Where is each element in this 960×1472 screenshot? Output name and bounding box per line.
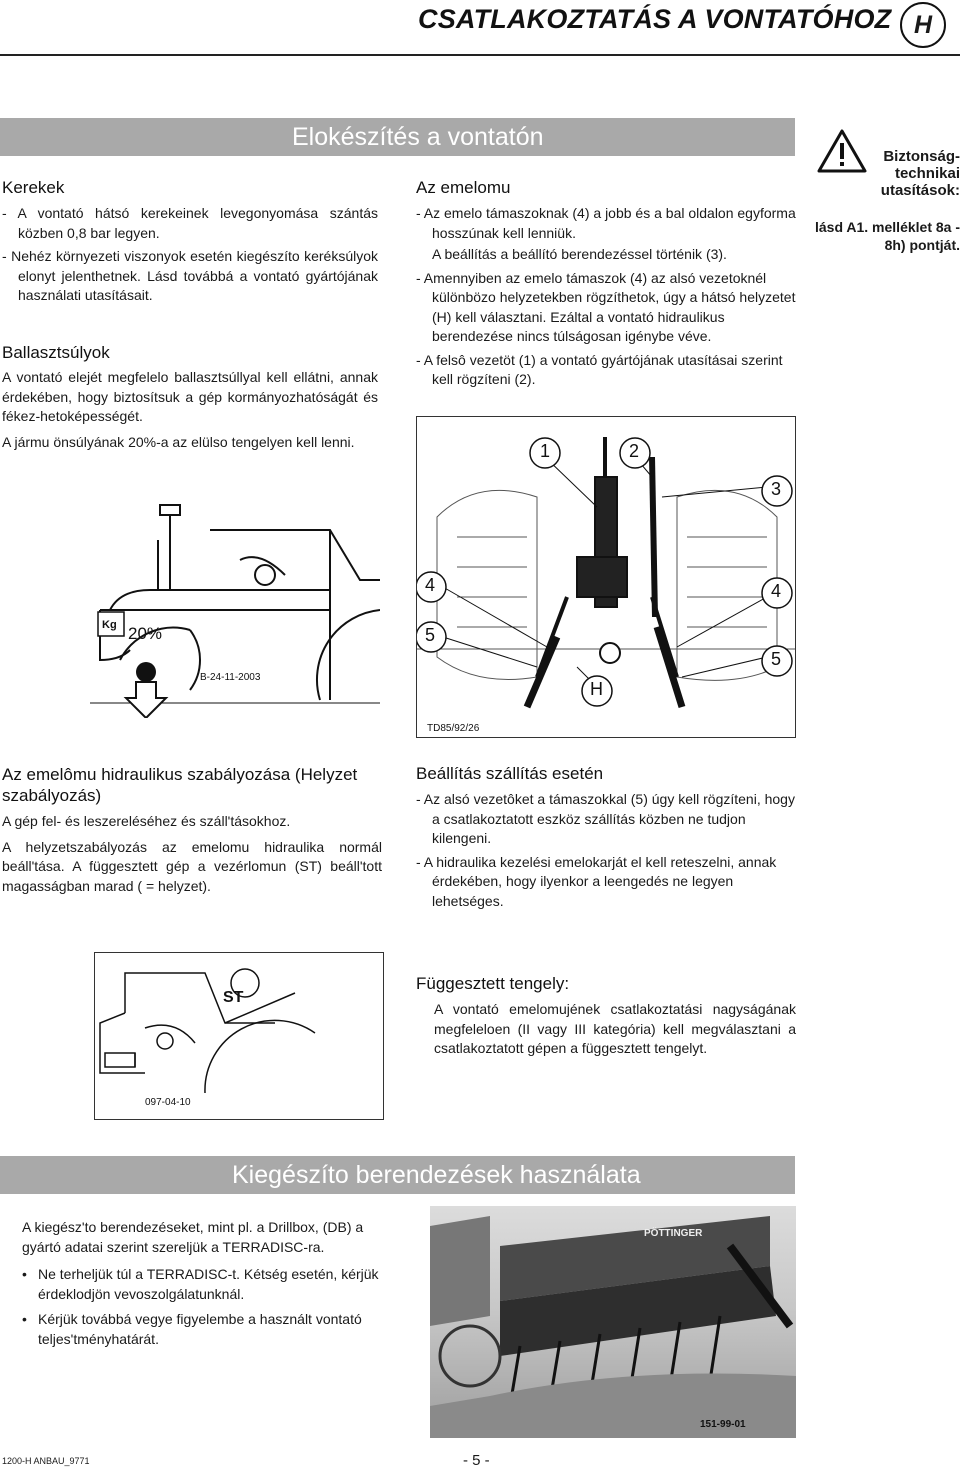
ballaszt-text	[2, 368, 378, 456]
section-title-preparation: Elokészítés a vontatón	[292, 123, 544, 151]
drill-photo-drawing	[430, 1206, 796, 1438]
kerekek-para-1: - A vontató hátsó kerekeinek levegonyomása szántás közben 0,8 bar legyen.	[2, 205, 378, 241]
section-band-preparation	[0, 118, 795, 156]
fig2-code: TD85/92/26	[427, 723, 480, 734]
safety-note	[814, 120, 960, 260]
hidraulika-para-1: A gép fel- és leszereléséhez és száll'tásokhoz.	[2, 813, 291, 829]
figure-drill-photo	[430, 1206, 796, 1438]
figure-tractor-st	[94, 952, 384, 1120]
kieg-para-1: A kiegész'to berendezéseket, mint pl. a Drillbox, (DB) a gyártó adatai szerint szereljük a TERRADISC-ra.	[22, 1219, 364, 1255]
brand-label: PÖTTINGER	[644, 1228, 703, 1239]
hidraulika-text	[2, 812, 382, 900]
label-2: 2	[629, 441, 640, 461]
szallitas-text	[416, 790, 796, 915]
label-4-right: 4	[771, 581, 782, 601]
hitch-drawing	[417, 417, 796, 738]
section-title-accessories: Kiegészíto berendezések használata	[232, 1161, 641, 1189]
heading-ballaszt: Ballasztsúlyok	[2, 343, 110, 362]
szallitas-para-2: - A hidraulika kezelési emelokarját el kell reteszelni, annak érdekében, hogy ilyenkor a leengedés ne legyen lehetséges.	[416, 853, 777, 909]
heading-hidraulika: Az emelômu hidraulikus szabályozása (Helyzet szabályozás)	[2, 765, 358, 805]
emelomu-para-2: - Amennyiben az emelo támaszok (4) az alsó vezetoknél különbözo helyzetekben rögzíthetok, úgy a hátsó helyzetet (H) kell választani. Ezáltal a vontató hidraulikus berendezése nincs túlságosan igénybe véve.	[416, 269, 796, 344]
section-band-accessories	[0, 1156, 795, 1194]
percent-label: 20%	[128, 624, 163, 643]
emelomu-para-3: - A felsô vezetöt (1) a vontató gyártójának utasításai szerint kell rögzíteni (2).	[416, 351, 783, 387]
header-rule	[0, 54, 960, 56]
tengely-text: A vontató emelomujének csatlakoztatási nagyságának megfeleloen (II vagy III kategória) kell megválasztani a csatlakoztatott gépen a függesztett tengelyt.	[434, 1001, 796, 1056]
label-4-left: 4	[425, 575, 436, 595]
label-1: 1	[540, 441, 551, 461]
chapter-letter-badge: H	[900, 2, 946, 48]
kg-label: Kg	[102, 619, 117, 631]
safety-reference: lásd A1. melléklet 8a - 8h) pontját.	[815, 219, 960, 253]
label-5-left: 5	[425, 625, 436, 645]
ballaszt-para-2: A jármu önsúlyának 20%-a az elülso tengelyen kell lenni.	[2, 433, 355, 450]
footer-page-number: - 5 -	[463, 1452, 490, 1469]
safety-heading: Biztonság-technikai utasítások:	[880, 148, 960, 199]
warning-triangle-icon	[816, 128, 868, 174]
ballaszt-para-1: A vontató elejét megfelelo ballasztsúllyal kell ellátni, annak érdekében, hogy biztosítsuk a gép kormányozhatóságát és fékez-hetoképességét.	[2, 369, 378, 424]
figure-three-point-hitch	[416, 416, 796, 738]
heading-tengely: Függesztett tengely:	[416, 974, 570, 993]
st-label: ST	[223, 989, 244, 1006]
kerekek-para-2: - Nehéz környezeti viszonyok esetén kiegészíto keréksúlyok elonyt jelenthetnek. Lásd továbbá a vontató gyártójának használati utasításait.	[2, 248, 378, 303]
figure-tractor-ballast	[90, 500, 380, 718]
kieg-bullet-2: • Kérjük továbbá vegye figyelembe a használt vontató teljes'tményhatárát.	[22, 1310, 384, 1349]
tractor-st-drawing	[95, 953, 384, 1120]
heading-szallitas: Beállítás szállítás esetén	[416, 764, 604, 783]
label-5-right: 5	[771, 649, 782, 669]
emelomu-text	[416, 204, 796, 394]
label-3: 3	[771, 479, 782, 499]
hidraulika-para-2: A helyzetszabályozás az emelomu hidraulika normál beáll'tása. A függesztett gép a vezérlomun (ST) beáll'tott magasságban marad ( = helyzet).	[2, 838, 382, 894]
label-H: H	[590, 679, 603, 699]
heading-kerekek: Kerekek	[2, 178, 65, 197]
kerekek-text	[2, 204, 378, 310]
kieg-bullet-1: • Ne terheljük túl a TERRADISC-t. Kétség esetén, kérjük érdeklodjön vevoszolgálatunknál.	[22, 1265, 384, 1304]
emelomu-para-1: - Az emelo támaszoknak (4) a jobb és a bal oldalon egyforma hosszúnak kell lenniük.	[416, 205, 796, 241]
szallitas-para-1: - Az alsó vezetôket a támaszokkal (5) úgy kell rögzíteni, hogy a csatlakoztatott eszköz szállítás közben ne tudjon kilengeni.	[416, 791, 795, 846]
page-header-title: CSATLAKOZTATÁS A VONTATÓHOZ	[418, 4, 892, 34]
heading-emelomu: Az emelomu	[416, 178, 511, 197]
fig3-code: 097-04-10	[145, 1097, 191, 1108]
fig1-code: B-24-11-2003	[200, 672, 261, 683]
emelomu-para-1b: A beállítás a beállító berendezéssel történik (3).	[432, 246, 727, 262]
footer-doc-code: 1200-H ANBAU_9771	[2, 1456, 90, 1466]
fig4-code: 151-99-01	[700, 1419, 746, 1430]
tractor-ballast-drawing	[90, 500, 380, 718]
kieg-text	[22, 1218, 384, 1353]
